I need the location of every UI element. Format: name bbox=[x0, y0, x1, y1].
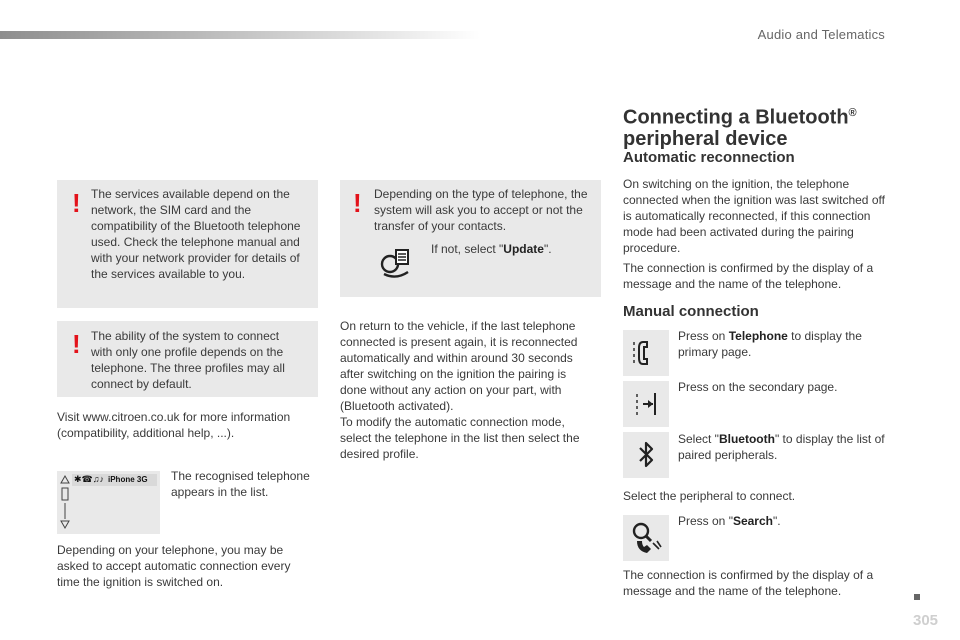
bluetooth-icon bbox=[623, 432, 669, 478]
auto-reconnection-heading: Automatic reconnection bbox=[623, 149, 795, 166]
bluetooth-label: Bluetooth bbox=[718, 432, 775, 446]
warning-text: The ability of the system to connect with only one profile depends on the telephone. The three profiles may all connect by default. bbox=[91, 329, 285, 391]
step1-prefix: Press on bbox=[678, 329, 729, 343]
update-text-suffix: ". bbox=[543, 242, 552, 256]
phone-name: iPhone 3G bbox=[108, 475, 148, 484]
profile-icons: ✱☎♫♪ bbox=[74, 474, 105, 484]
step3-prefix: Select " bbox=[678, 432, 719, 446]
update-instruction bbox=[431, 241, 596, 257]
telephone-label: Telephone bbox=[728, 329, 788, 343]
auto-confirm-text: The connection is confirmed by the display of a message and the name of the telephone. bbox=[623, 261, 874, 291]
page-number: 305 bbox=[913, 612, 939, 629]
telephone-icon bbox=[623, 330, 669, 376]
update-option: Update bbox=[503, 242, 544, 256]
step-bluetooth-text bbox=[678, 431, 888, 463]
page-heading bbox=[623, 103, 923, 150]
heading-line2: peripheral device bbox=[623, 127, 788, 150]
update-text-prefix: If not, select " bbox=[431, 242, 504, 256]
telephone-button[interactable] bbox=[623, 330, 669, 376]
visit-info-text: Visit www.citroen.co.uk for more information (compatibility, additional help, ...). bbox=[57, 410, 291, 440]
step3-suffix: " to display the list of paired peripherals. bbox=[678, 432, 885, 462]
warning-box-contacts bbox=[340, 180, 601, 297]
screen-scrollbar bbox=[60, 474, 70, 531]
contacts-update-icon bbox=[378, 246, 414, 287]
step-secondary-text: Press on the secondary page. bbox=[678, 380, 838, 394]
auto-reconnection-text: On switching on the ignition, the telephone connected when the ignition was last switched off is automatically reconnected, if this connection mode had been activated during the pairing procedure. bbox=[623, 177, 885, 255]
search-label: Search bbox=[732, 514, 773, 528]
secondary-page-button[interactable] bbox=[623, 381, 669, 427]
phone-list-screenshot bbox=[57, 471, 160, 534]
heading-line1: Connecting a Bluetooth bbox=[623, 106, 849, 129]
select-peripheral-text: Select the peripheral to connect. bbox=[623, 489, 796, 503]
warning-text: Depending on the type of telephone, the system will ask you to accept or not the transfer of your contacts. bbox=[374, 187, 588, 233]
recognised-phone-text: The recognised telephone appears in the list. bbox=[171, 469, 310, 499]
warning-icon: ! bbox=[72, 188, 81, 218]
modify-mode-text: To modify the automatic connection mode, select the telephone in the list then select the desired profile. bbox=[340, 415, 580, 461]
warning-box-services bbox=[57, 180, 318, 308]
bluetooth-button[interactable] bbox=[623, 432, 669, 478]
screen-list-row bbox=[72, 474, 157, 486]
warning-icon: ! bbox=[353, 188, 362, 218]
step-search-text bbox=[678, 513, 888, 529]
step5-suffix: ". bbox=[772, 514, 781, 528]
registered-mark: ® bbox=[848, 107, 857, 119]
secondary-page-icon bbox=[623, 381, 669, 427]
return-vehicle-text: On return to the vehicle, if the last telephone connected is present again, it is reconnected automatically and within around 30 seconds after switching on the ignition the pairing is done without any action on your part, with (Bluetooth activated). bbox=[340, 319, 578, 413]
search-button[interactable] bbox=[623, 515, 669, 561]
warning-text: The services available depend on the network, the SIM card and the compatibility of the Bluetooth telephone used. Check the telephone manual and with your network provider for details of the services available to you. bbox=[91, 187, 301, 281]
warning-icon: ! bbox=[72, 329, 81, 359]
warning-box-profiles bbox=[57, 321, 318, 397]
search-phone-icon bbox=[623, 515, 669, 561]
header-gradient-bar bbox=[0, 31, 480, 39]
page-marker bbox=[914, 594, 920, 600]
final-confirm-text: The connection is confirmed by the display of a message and the name of the telephone. bbox=[623, 568, 874, 598]
step5-prefix: Press on " bbox=[678, 514, 733, 528]
manual-connection-heading: Manual connection bbox=[623, 303, 759, 320]
auto-accept-text: Depending on your telephone, you may be asked to accept automatic connection every time the ignition is switched on. bbox=[57, 543, 291, 589]
step1-suffix: to display the primary page. bbox=[678, 329, 862, 359]
step-telephone-text bbox=[678, 328, 888, 360]
section-title: Audio and Telematics bbox=[757, 27, 885, 42]
